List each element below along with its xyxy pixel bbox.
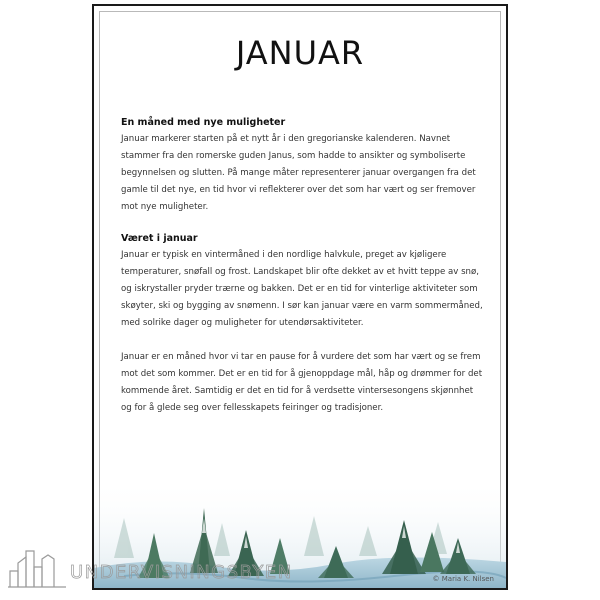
watermark <box>8 545 308 590</box>
section-paragraph-1: Januar markerer starten på et nytt år i den gregorianske kalenderen. Navnet stammer fra den romerske guden Janus, som hadde to ansikter og symboliserte begynnelsen og slutten. På mange måter representerer januar overgangen fra det gamle til det nye, en tid hvor vi reflekterer over det som har vært og ser fremover mot nye muligheter. <box>121 134 476 212</box>
paragraph-spacer <box>121 332 486 349</box>
closing-paragraph: Januar er en måned hvor vi tar en pause for å vurdere det som har vært og se frem mot det som kommer. Det er en tid for å gjenoppdage mål, håp og drømmer for det kommende året. Samtidig er det en tid for å verdsette vintersesongens skjønnhet og for å glede seg over fellesskapets feiringer og tradisjoner. <box>121 352 483 413</box>
watermark-text: UNDERVISNINGSBYEN <box>70 562 293 583</box>
city-skyline-icon <box>8 545 68 590</box>
page-title: JANUAR <box>235 34 365 72</box>
section-paragraph-2: Januar er typisk en vintermåned i den nordlige halvkule, preget av kjøligere temperaturer, snøfall og frost. Landskapet blir ofte dekket av et hvitt teppe av snø, og iskrystaller pryder trærne og bakken. Det er en tid for vinterlige aktiviteter som skøyter, ski og bygging av snømenn. I sør kan januar være en varm sommermåned, med solrike dager og muligheter for utendørsaktiviteter. <box>121 250 483 328</box>
document-page <box>92 4 508 590</box>
copyright-credit: © Maria K. Nilsen <box>432 575 494 583</box>
section-heading-1: En måned med nye muligheter <box>121 117 286 128</box>
section-heading-2: Været i januar <box>121 233 198 244</box>
document-body <box>121 117 486 417</box>
